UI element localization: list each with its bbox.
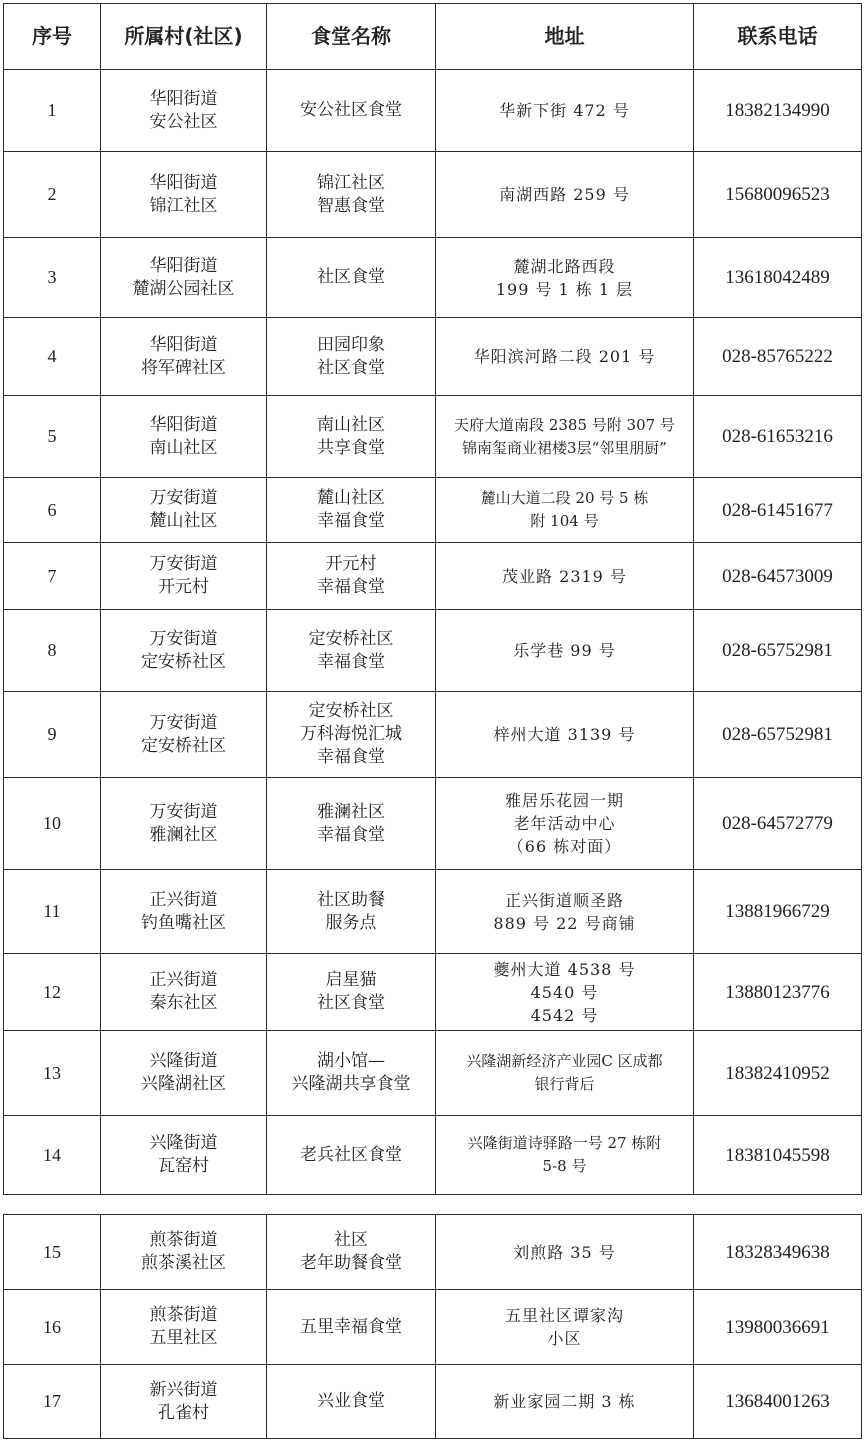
cell-canteen-line: 五里幸福食堂 (300, 1316, 402, 1337)
cell-canteen-line: 服务点 (325, 912, 377, 933)
cell-address-line: 夔州大道 4538 号 (493, 959, 636, 979)
cell-address-line: 4540 号 (530, 982, 599, 1002)
cell-community-line: 雅澜社区 (149, 824, 218, 845)
cell-community-line: 华阳街道 (149, 172, 218, 193)
cell-community-line: 麓山社区 (149, 511, 218, 531)
cell-community (101, 610, 267, 692)
cell-address-line: 兴隆湖新经济产业园C 区成都 (466, 1052, 663, 1070)
cell-canteen-line: 田园印象 (317, 334, 385, 355)
cell-index (4, 238, 101, 318)
cell-address-line: 南湖西路 259 号 (499, 185, 630, 204)
header-community: 所属村(社区) (101, 4, 267, 70)
cell-community (101, 778, 267, 870)
cell-index (4, 543, 101, 610)
cell-community-line: 五里社区 (149, 1328, 218, 1348)
cell-address-line: 新业家园二期 3 栋 (493, 1392, 636, 1411)
cell-phone-line: 028-64573009 (722, 565, 833, 587)
cell-address (436, 1215, 694, 1290)
cell-phone (694, 318, 862, 396)
table-row (4, 1290, 862, 1365)
cell-address-line: 锦南玺商业裙楼3层“邻里朋厨” (462, 438, 667, 457)
cell-index-line: 3 (47, 267, 57, 287)
cell-index (4, 870, 101, 954)
cell-index-line: 7 (47, 565, 57, 586)
cell-canteen (267, 778, 436, 870)
cell-community-line: 将军碑社区 (141, 357, 226, 378)
cell-canteen (267, 1290, 436, 1365)
cell-address-line: 4542 号 (530, 1005, 599, 1025)
cell-phone (694, 70, 862, 152)
cell-canteen (267, 954, 436, 1031)
cell-community-line: 兴隆街道 (149, 1051, 218, 1071)
cell-address (436, 396, 694, 478)
cell-community (101, 1116, 267, 1195)
cell-community-line: 华阳街道 (149, 255, 218, 276)
cell-index-line: 12 (43, 981, 61, 1002)
canteen-table-part-1 (3, 3, 862, 1195)
cell-phone (694, 543, 862, 610)
cell-index (4, 1215, 101, 1290)
cell-address (436, 152, 694, 238)
cell-address-line: 梓州大道 3139 号 (493, 725, 636, 744)
cell-index-line: 17 (43, 1391, 61, 1411)
cell-address-line: 五里社区谭家沟 (504, 1306, 624, 1325)
cell-community (101, 70, 267, 152)
cell-community-line: 瓦窑村 (158, 1156, 209, 1176)
cell-phone (694, 1215, 862, 1290)
cell-index (4, 1116, 101, 1195)
cell-canteen-line: 老兵社区食堂 (300, 1144, 402, 1165)
cell-canteen (267, 152, 436, 238)
cell-community-line: 孔雀村 (158, 1402, 209, 1423)
cell-address (436, 954, 694, 1031)
cell-canteen (267, 1031, 436, 1116)
cell-address (436, 1290, 694, 1365)
cell-canteen-line: 老年助餐食堂 (300, 1253, 402, 1273)
cell-phone-line: 18381045598 (725, 1144, 830, 1166)
cell-canteen (267, 318, 436, 396)
cell-phone (694, 870, 862, 954)
cell-phone-line: 028-85765222 (722, 346, 833, 367)
cell-community-line: 正兴街道 (149, 970, 218, 990)
cell-community (101, 543, 267, 610)
cell-index-line: 1 (47, 100, 57, 120)
cell-community-line: 煎茶溪社区 (141, 1253, 226, 1273)
table-row (4, 1215, 862, 1290)
cell-community (101, 1031, 267, 1116)
table-row (4, 152, 862, 238)
cell-community-line: 煎茶街道 (149, 1305, 218, 1325)
cell-phone (694, 1365, 862, 1439)
cell-community (101, 692, 267, 778)
cell-community-line: 万安街道 (149, 488, 218, 508)
cell-canteen-line: 共享食堂 (317, 437, 385, 458)
table-row (4, 478, 862, 543)
cell-phone-line: 18382410952 (725, 1062, 830, 1084)
cell-canteen-line: 定安桥社区 (308, 701, 394, 721)
cell-canteen-line: 幸福食堂 (317, 511, 385, 531)
cell-community (101, 396, 267, 478)
cell-canteen-line: 社区食堂 (317, 267, 385, 287)
cell-canteen-line: 雅澜社区 (317, 801, 385, 822)
table-row (4, 70, 862, 152)
cell-index-line: 6 (47, 499, 57, 520)
cell-address-line: 199 号 1 栋 1 层 (495, 279, 634, 299)
cell-canteen-line: 兴业食堂 (317, 1391, 385, 1411)
cell-index (4, 778, 101, 870)
cell-community (101, 1365, 267, 1439)
cell-community (101, 870, 267, 954)
cell-canteen-line: 社区 (334, 1230, 368, 1250)
cell-canteen-line: 幸福食堂 (317, 824, 385, 845)
cell-address-line: 刘煎路 35 号 (513, 1242, 616, 1262)
cell-phone-line: 028-65752981 (722, 724, 833, 745)
cell-index (4, 954, 101, 1031)
cell-index-line: 4 (47, 346, 57, 366)
cell-community-line: 煎茶街道 (149, 1230, 218, 1250)
cell-address (436, 1365, 694, 1439)
cell-phone-line: 13684001263 (725, 1391, 830, 1412)
table-row (4, 1031, 862, 1116)
cell-address-line: 附 104 号 (530, 512, 599, 530)
cell-canteen-line: 幸福食堂 (317, 577, 385, 597)
cell-address (436, 1116, 694, 1195)
cell-phone-line: 18382134990 (725, 100, 830, 121)
cell-phone (694, 778, 862, 870)
cell-phone (694, 954, 862, 1031)
table-row (4, 954, 862, 1031)
cell-canteen-line: 安公社区食堂 (300, 100, 402, 120)
cell-index-line: 2 (47, 184, 57, 204)
cell-community (101, 1290, 267, 1365)
cell-canteen (267, 396, 436, 478)
table-header-row (4, 4, 862, 70)
cell-phone-line: 028-61653216 (722, 426, 833, 447)
cell-index-line: 13 (43, 1062, 61, 1083)
cell-canteen-line: 万科海悦汇城 (300, 724, 402, 744)
cell-community (101, 1215, 267, 1290)
cell-index-line: 8 (47, 640, 57, 660)
cell-community-line: 钓鱼嘴社区 (141, 912, 226, 933)
cell-phone (694, 1290, 862, 1365)
cell-address-line: （66 栋对面） (507, 837, 622, 856)
cell-phone (694, 152, 862, 238)
cell-community-line: 开元村 (158, 577, 209, 597)
cell-address-line: 雅居乐花园一期 (504, 791, 624, 810)
cell-address-line: 小区 (547, 1329, 582, 1348)
cell-phone (694, 1031, 862, 1116)
cell-address-line: 华新下街 472 号 (499, 101, 630, 120)
cell-canteen-line: 幸福食堂 (317, 747, 385, 767)
cell-canteen-line: 启星猫 (325, 970, 377, 990)
cell-address-line: 乐学巷 99 号 (513, 641, 616, 660)
cell-phone-line: 028-65752981 (722, 640, 833, 661)
table-row (4, 692, 862, 778)
table-row (4, 543, 862, 610)
cell-canteen (267, 238, 436, 318)
header-index: 序号 (4, 4, 101, 70)
cell-phone (694, 1116, 862, 1195)
cell-community-line: 华阳街道 (149, 414, 218, 435)
cell-index-line: 14 (43, 1144, 61, 1165)
cell-canteen-line: 定安桥社区 (308, 628, 394, 649)
cell-canteen (267, 1116, 436, 1195)
cell-index (4, 318, 101, 396)
cell-community-line: 新兴街道 (149, 1379, 218, 1400)
cell-canteen (267, 478, 436, 543)
cell-address-line: 老年活动中心 (513, 814, 616, 833)
cell-phone (694, 238, 862, 318)
table-row (4, 238, 862, 318)
cell-canteen-line: 湖小馆— (317, 1051, 385, 1071)
canteen-table-part-2 (3, 1214, 862, 1439)
cell-canteen (267, 1365, 436, 1439)
cell-address (436, 478, 694, 543)
cell-address-line: 麓山大道二段 20 号 5 栋 (480, 489, 649, 507)
cell-canteen-line: 兴隆湖共享食堂 (291, 1074, 411, 1094)
cell-canteen-line: 社区助餐 (317, 889, 385, 910)
cell-community-line: 华阳街道 (149, 88, 218, 109)
cell-phone (694, 692, 862, 778)
cell-address-line: 兴隆街道诗驿路一号 27 栋附 (467, 1134, 662, 1152)
cell-community (101, 238, 267, 318)
cell-canteen (267, 70, 436, 152)
cell-community-line: 万安街道 (149, 712, 218, 733)
header-canteen: 食堂名称 (267, 4, 436, 70)
cell-community-line: 万安街道 (149, 554, 218, 574)
cell-phone-line: 028-61451677 (722, 499, 833, 521)
cell-canteen-line: 社区食堂 (317, 357, 385, 378)
cell-canteen-line: 开元村 (325, 554, 377, 574)
cell-index (4, 396, 101, 478)
cell-canteen-line: 麓山社区 (317, 488, 385, 508)
cell-address-line: 银行背后 (534, 1075, 595, 1093)
cell-community-line: 南山社区 (149, 437, 218, 458)
cell-community (101, 152, 267, 238)
cell-address-line: 麓湖北路西段 (513, 256, 616, 276)
cell-index-line: 16 (43, 1316, 61, 1337)
cell-index (4, 1365, 101, 1439)
cell-community-line: 兴隆街道 (149, 1133, 218, 1153)
cell-community-line: 安公社区 (149, 111, 218, 132)
cell-address-line: 华阳滨河路二段 201 号 (473, 347, 656, 366)
cell-phone-line: 13880123776 (725, 981, 830, 1003)
cell-canteen (267, 1215, 436, 1290)
cell-community-line: 锦江社区 (149, 195, 218, 216)
cell-address-line: 茂业路 2319 号 (502, 566, 627, 586)
cell-address-line: 天府大道南段 2385 号附 307 号 (454, 415, 675, 434)
cell-community-line: 定安桥社区 (141, 651, 226, 672)
cell-community-line: 定安桥社区 (141, 735, 226, 756)
cell-index (4, 478, 101, 543)
cell-address (436, 70, 694, 152)
cell-index-line: 9 (47, 724, 57, 744)
cell-phone-line: 028-64572779 (722, 813, 833, 834)
cell-canteen-line: 幸福食堂 (317, 651, 385, 672)
cell-canteen-line: 南山社区 (317, 414, 385, 435)
table-row (4, 610, 862, 692)
cell-index (4, 1290, 101, 1365)
cell-address (436, 610, 694, 692)
cell-index (4, 692, 101, 778)
cell-community-line: 兴隆湖社区 (141, 1074, 226, 1094)
cell-phone-line: 13618042489 (725, 267, 830, 288)
cell-community-line: 正兴街道 (149, 889, 218, 910)
cell-community-line: 万安街道 (149, 801, 218, 822)
cell-phone-line: 13881966729 (725, 901, 830, 922)
table-row (4, 396, 862, 478)
cell-phone (694, 478, 862, 543)
cell-index (4, 152, 101, 238)
cell-index-line: 5 (47, 426, 57, 446)
cell-address (436, 692, 694, 778)
cell-canteen-line: 锦江社区 (317, 172, 385, 193)
cell-phone (694, 396, 862, 478)
cell-canteen-line: 智惠食堂 (317, 195, 385, 216)
cell-address (436, 238, 694, 318)
cell-address-line: 5-8 号 (542, 1157, 587, 1175)
table-row (4, 778, 862, 870)
cell-address (436, 778, 694, 870)
cell-address (436, 543, 694, 610)
cell-index-line: 11 (43, 901, 61, 921)
cell-canteen-line: 社区食堂 (317, 993, 385, 1013)
cell-community-line: 万安街道 (149, 628, 218, 649)
cell-address-line: 正兴街道顺圣路 (504, 890, 624, 910)
cell-community-line: 秦东社区 (149, 993, 218, 1013)
cell-community (101, 318, 267, 396)
cell-index-line: 15 (43, 1241, 61, 1262)
cell-canteen (267, 610, 436, 692)
table-row (4, 870, 862, 954)
cell-phone-line: 15680096523 (725, 184, 830, 205)
cell-phone-line: 18328349638 (725, 1241, 830, 1263)
cell-index-line: 10 (43, 813, 61, 833)
cell-canteen (267, 543, 436, 610)
cell-index (4, 610, 101, 692)
table-row (4, 1116, 862, 1195)
cell-index (4, 70, 101, 152)
cell-canteen (267, 692, 436, 778)
cell-address (436, 870, 694, 954)
header-phone: 联系电话 (694, 4, 862, 70)
cell-community-line: 华阳街道 (149, 334, 218, 355)
header-address: 地址 (436, 4, 694, 70)
cell-address (436, 1031, 694, 1116)
table-row (4, 318, 862, 396)
cell-address-line: 889 号 22 号商铺 (493, 913, 636, 933)
cell-address (436, 318, 694, 396)
cell-community (101, 478, 267, 543)
cell-canteen (267, 870, 436, 954)
table-row (4, 1365, 862, 1439)
cell-phone-line: 13980036691 (725, 1316, 830, 1338)
cell-index (4, 1031, 101, 1116)
cell-phone (694, 610, 862, 692)
cell-community-line: 麓湖公园社区 (132, 278, 235, 299)
cell-community (101, 954, 267, 1031)
